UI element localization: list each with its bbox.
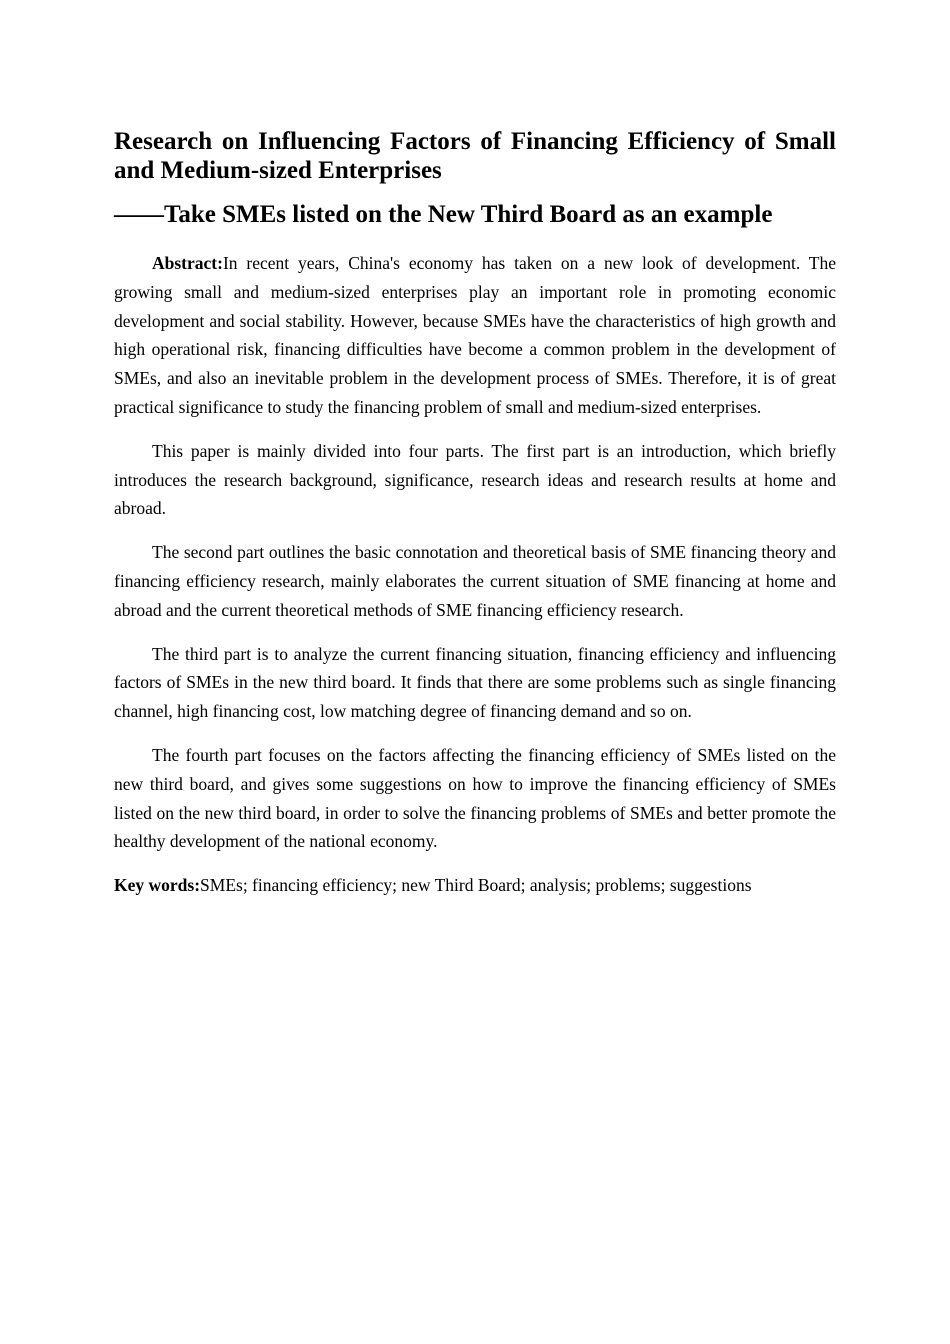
abstract-text: In recent years, China's economy has taken on a new look of development. The growing small and medium-sized enterprises play an important role in promoting economic development and social stability. However, because SMEs have the characteristics of high growth and high operational risk, financing difficulties have become a common problem in the development of SMEs, and also an inevitable problem in the development process of SMEs. Therefore, it is of great practical significance to study the financing problem of small and medium-sized enterprises. <box>114 253 836 417</box>
keywords-label: Key words: <box>114 875 201 896</box>
body-paragraph-1: This paper is mainly divided into four parts. The first part is an introduction, which briefly introduces the research background, significance, research ideas and research results at home and abroad. <box>114 440 836 519</box>
document-page <box>114 127 836 900</box>
keywords-text: SMEs; financing efficiency; new Third Board; analysis; problems; suggestions <box>200 875 752 896</box>
abstract-label: Abstract: <box>152 253 223 273</box>
body-paragraph-3: The third part is to analyze the current financing situation, financing efficiency and influencing factors of SMEs in the new third board. It finds that there are some problems such as single financing channel, high financing cost, low matching degree of financing demand and so on. <box>114 643 836 722</box>
document-subtitle: ——Take SMEs listed on the New Third Board as an example <box>114 201 773 228</box>
document-title: Research on Influencing Factors of Financing Efficiency of Small and Medium-sized Enterprises <box>114 128 836 184</box>
body-paragraph-2: The second part outlines the basic connotation and theoretical basis of SME financing theory and financing efficiency research, mainly elaborates the current situation of SME financing at home and abroad and the current theoretical methods of SME financing efficiency research. <box>114 542 836 620</box>
body-paragraph-4: The fourth part focuses on the factors affecting the financing efficiency of SMEs listed on the new third board, and gives some suggestions on how to improve the financing efficiency of SMEs listed on the new third board, in order to solve the financing problems of SMEs and better promote the healthy development of the national economy. <box>114 744 836 852</box>
abstract-paragraph <box>114 249 836 422</box>
keywords-paragraph <box>114 871 836 900</box>
